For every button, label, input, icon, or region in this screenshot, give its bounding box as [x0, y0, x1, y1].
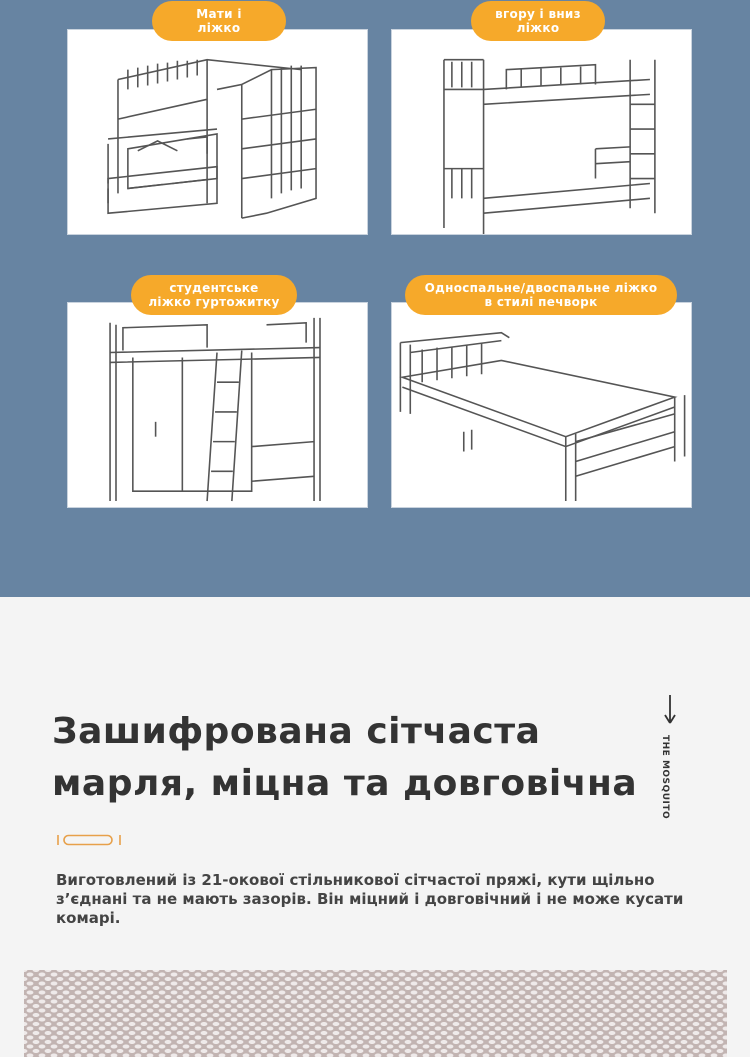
bunk-bed-with-stairs-icon — [68, 30, 367, 234]
bed-card-bunk-with-stairs — [67, 29, 368, 235]
metal-bunk-bed-icon — [392, 30, 691, 234]
bed-label-pill: Мати і ліжко — [152, 1, 286, 41]
side-tag — [655, 695, 685, 820]
bed-label-pill: вгору і вниз ліжко — [471, 1, 605, 41]
headline-line-1: Зашифрована сітчаста — [52, 711, 541, 752]
bed-card-single-wooden — [391, 302, 692, 508]
feature-description: Виготовлений із 21-окової стільникової сітчастої пряжі, кути щільно з’єднані та не мають зазорів. Він міцний і довговічний і не може кусати комарі. — [56, 871, 684, 927]
bed-label-pill: студентське ліжко гуртожитку — [131, 275, 297, 315]
bed-card-loft-dorm — [67, 302, 368, 508]
feature-headline — [52, 706, 652, 810]
mesh-texture-image — [24, 970, 727, 1057]
decorative-divider — [56, 832, 122, 848]
bed-card-metal-bunk — [391, 29, 692, 235]
single-wooden-bed-icon — [392, 303, 691, 507]
headline-line-2: марля, міцна та довговічна — [52, 763, 638, 804]
bed-label-pill: Односпальне/двоспальне ліжко в стилі печворк — [405, 275, 677, 315]
arrow-down-icon — [663, 695, 677, 725]
side-tag-text: THE MOSQUITO — [660, 735, 670, 820]
loft-bed-with-wardrobe-icon — [68, 303, 367, 507]
